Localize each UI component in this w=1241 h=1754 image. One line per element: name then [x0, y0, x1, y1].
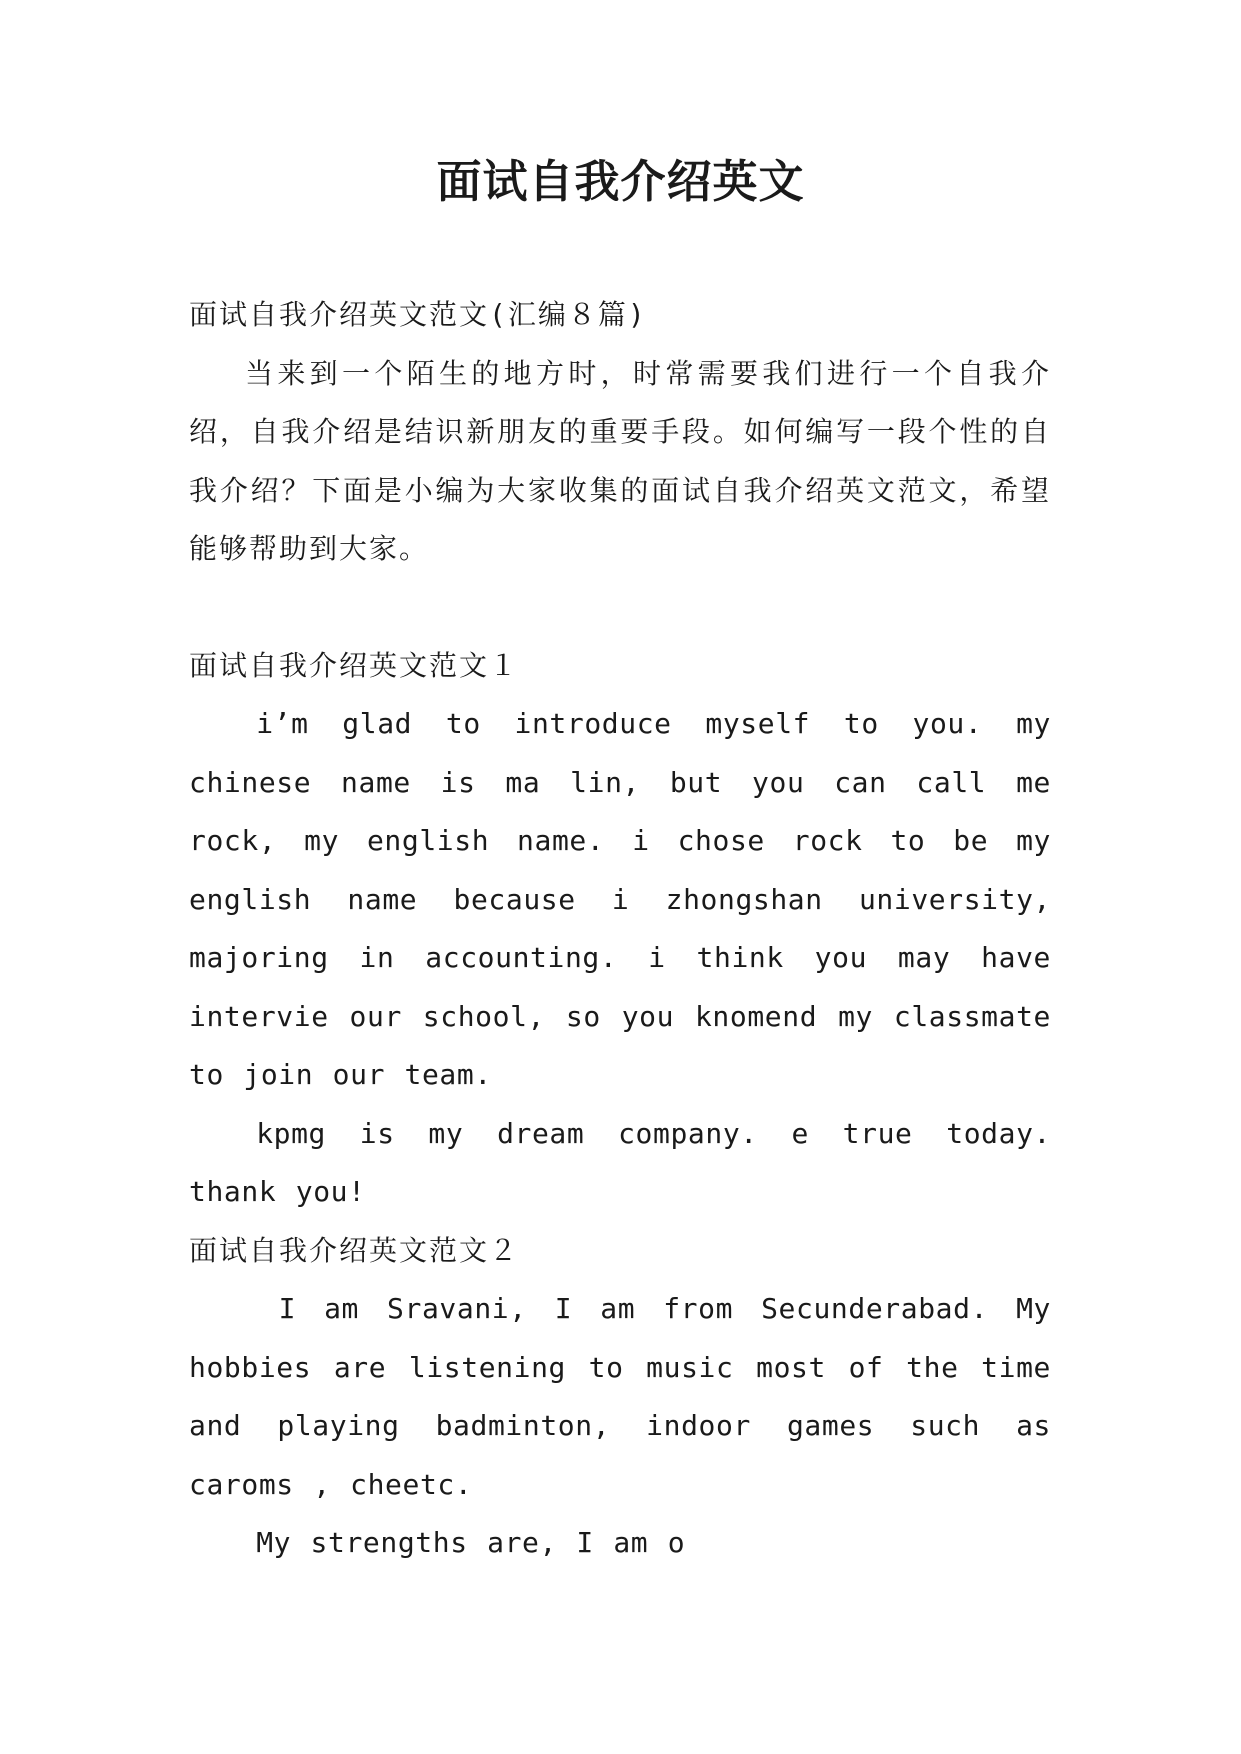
- document-title: 面试自我介绍英文: [436, 155, 805, 208]
- section-heading: 面试自我介绍英文范文１: [189, 648, 520, 682]
- section-heading: 面试自我介绍英文范文２: [189, 1233, 520, 1267]
- document-subtitle: 面试自我介绍英文范文(汇编８篇): [189, 298, 647, 331]
- document-body: [189, 286, 1051, 1573]
- section-paragraph: I am Sravani, I am from Secunderabad. My hobbies are listening to music most of the time and playing badminton, indoor games such as caroms , cheetc.: [189, 1292, 1051, 1501]
- section-paragraph: i’m glad to introduce myself to you. my chinese name is ma lin, but you can call me rock, my english name. i chose rock to be my english name because i zhongshan university, majoring in accounting. i think you may have intervie our school, so you knomend my classmate to join our team.: [189, 707, 1051, 1091]
- section-paragraph: kpmg is my dream company. e true today. thank you!: [189, 1116, 1051, 1208]
- section-paragraph: My strengths are, I am o: [256, 1526, 686, 1559]
- intro-paragraph: 当来到一个陌生的地方时，时常需要我们进行一个自我介绍，自我介绍是结识新朋友的重要手段。如何编写一段个性的自我介绍？下面是小编为大家收集的面试自我介绍英文范文，希望能够帮助到大家。: [189, 356, 1051, 565]
- section-spacer: [189, 579, 1051, 637]
